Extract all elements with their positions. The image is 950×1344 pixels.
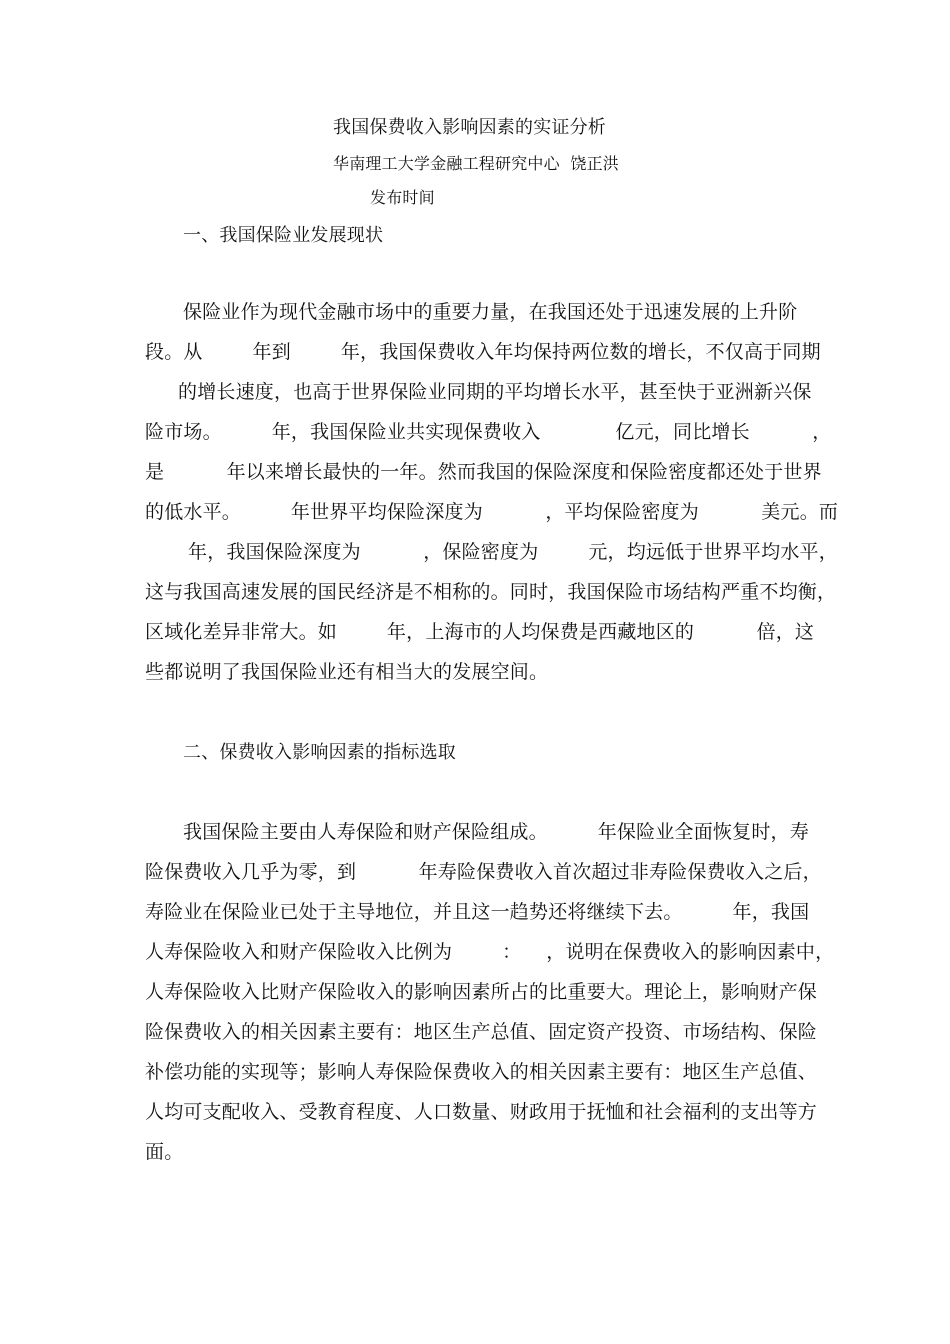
paragraph-line: 险保费收入的相关因素主要有：地区生产总值、固定资产投资、市场结构、保险 [145, 1021, 818, 1043]
paragraph-line: 人寿保险收入和财产保险收入比例为 ： ，说明在保费收入的影响因素中， [145, 941, 835, 963]
paragraph-line: 我国保险主要由人寿保险和财产保险组成。 年保险业全面恢复时，寿 [183, 821, 809, 843]
section2-heading: 二、保费收入影响因素的指标选取 [183, 742, 456, 763]
paragraph-line: 险保费收入几乎为零，到 年寿险保费收入首次超过非寿险保费收入之后， [145, 861, 822, 883]
paragraph-line: 人均可支配收入、受教育程度、人口数量、财政用于抚恤和社会福利的支出等方 [145, 1101, 818, 1123]
paragraph-line: 保险业作为现代金融市场中的重要力量，在我国还处于迅速发展的上升阶 [183, 301, 798, 323]
document-author: 华南理工大学金融工程研究中心 饶正洪 [333, 154, 619, 173]
section1-heading: 一、我国保险业发展现状 [183, 225, 384, 246]
paragraph-line: 寿险业在保险业已处于主导地位，并且这一趋势还将继续下去。 年，我国 [145, 901, 810, 923]
paragraph-line: 的增长速度，也高于世界保险业同期的平均增长水平，甚至快于亚洲新兴保 [178, 381, 812, 403]
publish-time-label: 发布时间 [370, 188, 435, 207]
paragraph-line: 险市场。 年，我国保险业共实现保费收入 亿元，同比增长 ， [145, 421, 832, 443]
paragraph-line: 面。 [145, 1141, 184, 1163]
paragraph-line: 补偿功能的实现等；影响人寿保险保费收入的相关因素主要有：地区生产总值、 [145, 1061, 818, 1083]
paragraph-line: 人寿保险收入比财产保险收入的影响因素所占的比重要大。理论上，影响财产保 [145, 981, 818, 1003]
paragraph-line: 年，我国保险深度为 ，保险密度为 元，均远低于世界平均水平， [188, 541, 838, 563]
paragraph-line: 些都说明了我国保险业还有相当大的发展空间。 [145, 661, 549, 683]
paragraph-line: 区域化差异非常大。如 年，上海市的人均保费是西藏地区的 倍，这 [145, 621, 815, 643]
paragraph-line: 这与我国高速发展的国民经济是不相称的。同时，我国保险市场结构严重不均衡， [145, 581, 837, 603]
paragraph-line: 的低水平。 年世界平均保险深度为 ，平均保险密度为 美元。而 [145, 501, 839, 523]
paragraph-line: 段。从 年到 年，我国保费收入年均保持两位数的增长，不仅高于同期 [145, 341, 821, 363]
document-title: 我国保费收入影响因素的实证分析 [333, 117, 606, 138]
paragraph-line: 是 年以来增长最快的一年。然而我国的保险深度和保险密度都还处于世界 [145, 461, 822, 483]
